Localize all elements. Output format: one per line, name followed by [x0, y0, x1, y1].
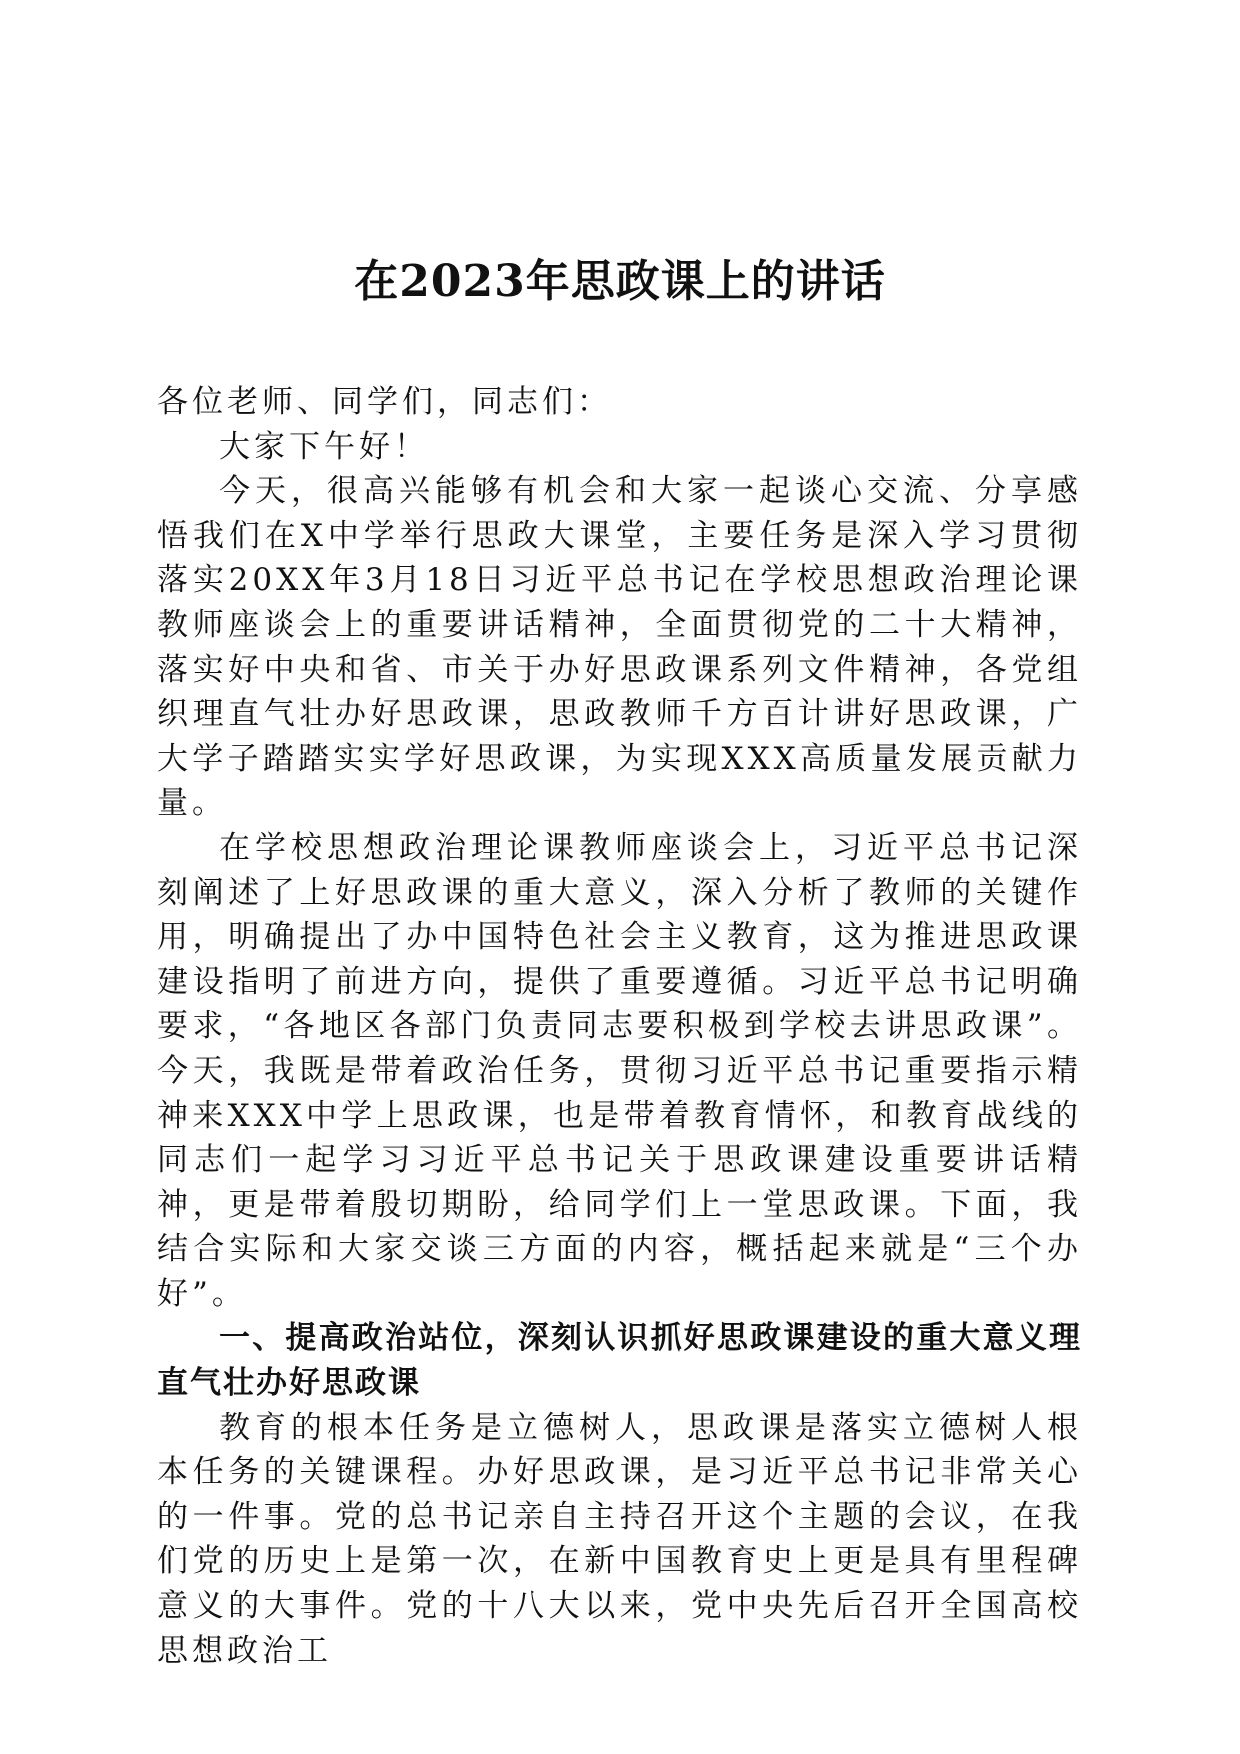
section-paragraph: 教育的根本任务是立德树人，思政课是落实立德树人根本任务的关键课程。办好思政课，是习近平总书记非常关心的一件事。党的总书记亲自主持召开这个主题的会议，在我们党的历史上是第一次，在新中国教育史上更是具有里程碑意义的大事件。党的十八大以来，党中央先后召开全国高校思想政治工 [157, 1409, 1082, 1669]
page-title: 在2023年思政课上的讲话 [354, 256, 886, 307]
paragraph-intro: 今天，很高兴能够有机会和大家一起谈心交流、分享感悟我们在X中学举行思政大课堂，主要任务是深入学习贯彻落实20XX年3月18日习近平总书记在学校思想政治理论课教师座谈会上的重要讲话精神，全面贯彻党的二十大精神，落实好中央和省、市关于办好思政课系列文件精神，各党组织理直气壮办好思政课，思政教师千方百计讲好思政课，广大学子踏踏实实学好思政课，为实现XXX高质量发展贡献力量。 [157, 473, 1082, 822]
paragraph-speech-context: 在学校思想政治理论课教师座谈会上，习近平总书记深刻阐述了上好思政课的重大意义，深入分析了教师的关键作用，明确提出了办中国特色社会主义教育，这为推进思政课建设指明了前进方向，提供了重要遵循。习近平总书记明确要求，“各地区各部门负责同志要积极到学校去讲思政课”。今天，我既是带着政治任务，贯彻习近平总书记重要指示精神来XXX中学上思政课，也是带着教育情怀，和教育战线的同志们一起学习习近平总书记关于思政课建设重要讲话精神，更是带着殷切期盼，给同学们上一堂思政课。下面，我结合实际和大家交谈三方面的内容，概括起来就是“三个办好”。 [157, 829, 1082, 1312]
salutation: 各位老师、同学们，同志们： [157, 384, 612, 420]
document-body [157, 380, 1082, 1673]
section-heading: 一、提高政治站位，深刻认识抓好思政课建设的重大意义理直气壮办好思政课 [157, 1320, 1082, 1402]
greeting: 大家下午好！ [219, 428, 429, 465]
